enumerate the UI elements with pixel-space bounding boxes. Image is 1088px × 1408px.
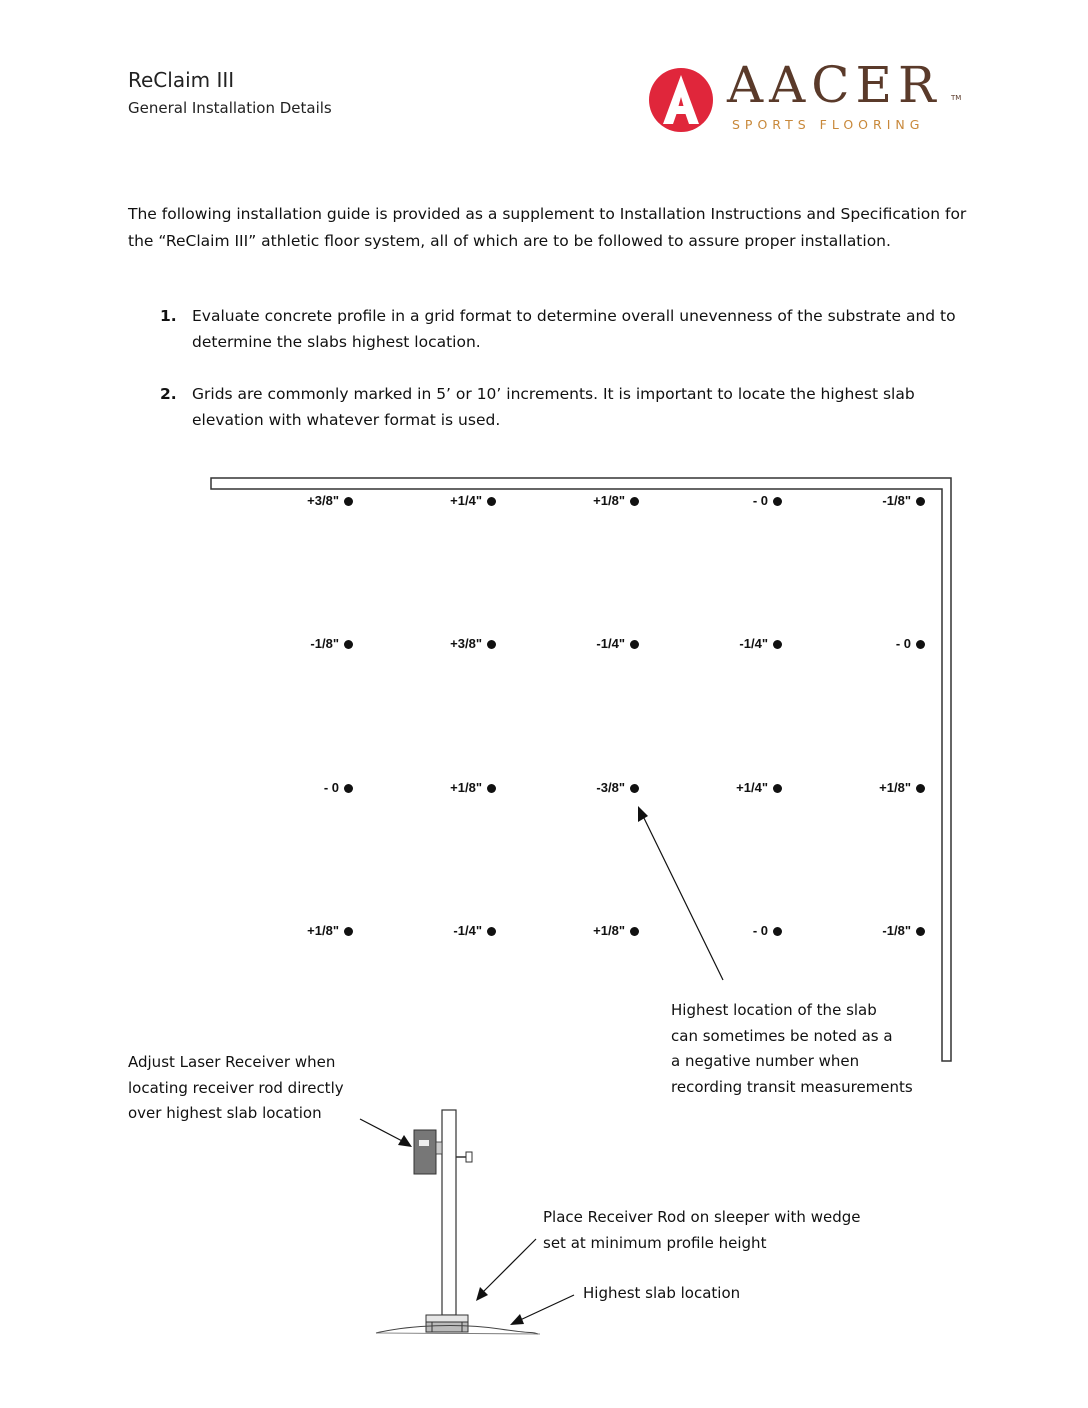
grid-point-label: +1/8" xyxy=(307,923,339,938)
aacer-logo-mark xyxy=(645,62,721,138)
adjust-laser-note: Adjust Laser Receiver when locating receiver rod directly over highest slab location xyxy=(128,1053,344,1122)
clamp-knob xyxy=(466,1152,472,1162)
grid-point-dot xyxy=(487,927,496,936)
grid-point-dot xyxy=(344,497,353,506)
grid-point-label: +3/8" xyxy=(450,636,482,651)
grid-point-label: -1/8" xyxy=(882,923,911,938)
grid-point-label: +1/8" xyxy=(593,493,625,508)
logo-wordmark: AACER xyxy=(727,56,942,114)
step-text: Evaluate concrete profile in a grid format to determine overall unevenness of the substrate and to determine the slabs highest location. xyxy=(192,307,956,351)
logo-trademark: TM xyxy=(951,94,962,102)
slab-arrow-line xyxy=(518,1295,574,1321)
grid-point-dot xyxy=(630,640,639,649)
grid-point-dot xyxy=(773,497,782,506)
document-title: ReClaim III xyxy=(128,68,235,92)
receiver-rod xyxy=(442,1110,456,1315)
laser-arrow-head xyxy=(398,1135,412,1147)
grid-point-label: - 0 xyxy=(752,493,768,508)
grid-point-dot xyxy=(487,784,496,793)
highest-location-arrow xyxy=(620,800,740,990)
grid-point-dot xyxy=(773,784,782,793)
logo-tagline: SPORTS FLOORING xyxy=(732,117,925,132)
grid-point-label: - 0 xyxy=(752,923,768,938)
step-text: Grids are commonly marked in 5’ or 10’ increments. It is important to locate the highest slab elevation with whatever format is used. xyxy=(192,385,915,429)
grid-point-label: -1/4" xyxy=(739,636,768,651)
grid-point-label: +1/4" xyxy=(450,493,482,508)
grid-point-dot xyxy=(630,497,639,506)
step-number: 2. xyxy=(160,385,177,403)
grid-point-label: -1/8" xyxy=(882,493,911,508)
grid-point-label: +1/4" xyxy=(736,780,768,795)
highest-slab-note: Highest slab location xyxy=(583,1284,741,1302)
grid-point-dot xyxy=(773,640,782,649)
grid-point-label: -1/4" xyxy=(453,923,482,938)
grid-point-dot xyxy=(487,497,496,506)
grid-point-label: -1/8" xyxy=(310,636,339,651)
grid-point-label: - 0 xyxy=(323,780,339,795)
document-subtitle: General Installation Details xyxy=(128,99,332,117)
grid-point-label: +3/8" xyxy=(307,493,339,508)
grid-point-dot xyxy=(916,640,925,649)
receiver-rod-diagram xyxy=(340,1105,600,1345)
wedge xyxy=(426,1315,468,1322)
grid-point-dot xyxy=(916,927,925,936)
grid-point-dot xyxy=(916,784,925,793)
grid-point-label: -1/4" xyxy=(596,636,625,651)
grid-point-dot xyxy=(344,784,353,793)
slab-arrow-head xyxy=(510,1314,524,1325)
grid-point-dot xyxy=(487,640,496,649)
laser-receiver xyxy=(414,1130,436,1174)
grid-point-label: - 0 xyxy=(895,636,911,651)
highest-location-note: Highest location of the slab can sometimes be noted as a a negative number when recording transit measurements xyxy=(671,1001,913,1096)
place-rod-note: Place Receiver Rod on sleeper with wedge set at minimum profile height xyxy=(543,1208,861,1252)
laser-arrow-line xyxy=(360,1119,406,1143)
grid-point-dot xyxy=(916,497,925,506)
grid-point-dot xyxy=(773,927,782,936)
grid-point-label: +1/8" xyxy=(879,780,911,795)
grid-point-dot xyxy=(344,640,353,649)
intro-paragraph: The following installation guide is provided as a supplement to Installation Instructions and Specification for the “ReClaim III” athletic floor system, all of which are to be followed to assure proper installation. xyxy=(128,205,967,250)
grid-point-label: +1/8" xyxy=(593,923,625,938)
grid-point-dot xyxy=(630,784,639,793)
grid-frame xyxy=(209,476,955,1066)
grid-point-label: -3/8" xyxy=(596,780,625,795)
step-number: 1. xyxy=(160,307,177,325)
grid-point-dot xyxy=(344,927,353,936)
rod-arrow-line xyxy=(482,1239,536,1293)
grid-point-label: +1/8" xyxy=(450,780,482,795)
receiver-window xyxy=(419,1140,429,1146)
